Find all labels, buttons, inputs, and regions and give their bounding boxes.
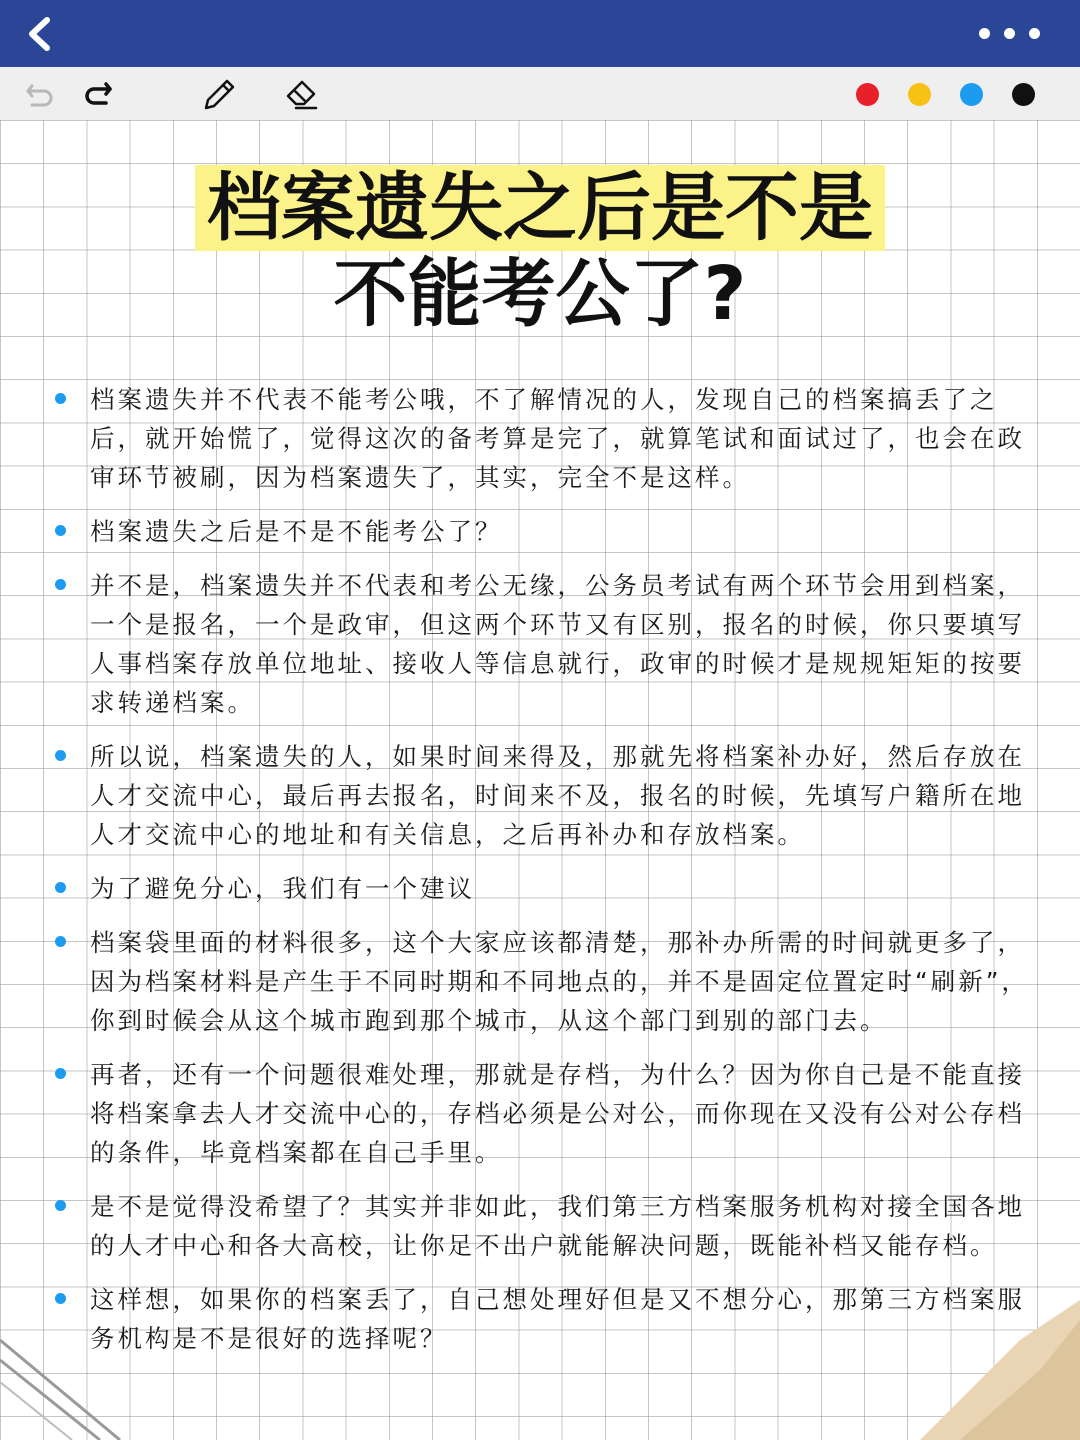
list-item: 档案遗失之后是不是不能考公了？ <box>90 512 1038 551</box>
bullet-list <box>90 380 1038 1373</box>
top-bar <box>0 0 1080 67</box>
eraser-icon[interactable] <box>284 76 320 112</box>
bullet-dot <box>55 750 66 761</box>
chevron-left-icon[interactable] <box>20 14 60 54</box>
undo-icon[interactable] <box>22 76 58 112</box>
list-item: 再者，还有一个问题很难处理，那就是存档，为什么？因为你自己是不能直接将档案拿去人才交流中心的，存档必须是公对公，而你现在又没有公对公存档的条件，毕竟档案都在自己手里。 <box>90 1055 1038 1172</box>
list-item: 档案遗失并不代表不能考公哦，不了解情况的人，发现自己的档案搞丢了之后，就开始慌了，觉得这次的备考算是完了，就算笔试和面试过了，也会在政审环节被刷，因为档案遗失了，其实，完全不是这样。 <box>90 380 1038 497</box>
pencil-icon[interactable] <box>200 76 236 112</box>
more-horizontal-icon[interactable] <box>979 28 1040 39</box>
title-line-1: 档案遗失之后是不是 <box>0 168 1080 248</box>
kraft-paper-decoration <box>900 1300 1080 1440</box>
color-swatch-yellow[interactable] <box>908 83 931 106</box>
list-item: 这样想，如果你的档案丢了，自己想处理好但是又不想分心，那第三方档案服务机构是不是很好的选择呢？ <box>90 1280 1038 1358</box>
bullet-dot <box>55 936 66 947</box>
list-item: 并不是，档案遗失并不代表和考公无缘，公务员考试有两个环节会用到档案，一个是报名，一个是政审，但这两个环节又有区别，报名的时候，你只要填写人事档案存放单位地址、接收人等信息就行，政审的时候才是规规矩矩的按要求转递档案。 <box>90 566 1038 722</box>
bullet-dot <box>55 393 66 404</box>
color-swatch-black[interactable] <box>1012 83 1035 106</box>
bullet-dot <box>55 525 66 536</box>
bullet-dot <box>55 1200 66 1211</box>
color-swatch-blue[interactable] <box>960 83 983 106</box>
list-item: 为了避免分心，我们有一个建议 <box>90 869 1038 908</box>
bullet-dot <box>55 579 66 590</box>
list-item: 档案袋里面的材料很多，这个大家应该都清楚，那补办所需的时间就更多了，因为档案材料是产生于不同时期和不同地点的，并不是固定位置定时“刷新”，你到时候会从这个城市跑到那个城市，从这个部门到别的部门去。 <box>90 923 1038 1040</box>
list-item: 是不是觉得没希望了？其实并非如此，我们第三方档案服务机构对接全国各地的人才中心和各大高校，让你足不出户就能解决问题，既能补档又能存档。 <box>90 1187 1038 1265</box>
list-item: 所以说，档案遗失的人，如果时间来得及，那就先将档案补办好，然后存放在人才交流中心，最后再去报名，时间来不及，报名的时候，先填写户籍所在地人才交流中心的地址和有关信息，之后再补办和存放档案。 <box>90 737 1038 854</box>
bullet-dot <box>55 1293 66 1304</box>
redo-icon[interactable] <box>80 76 116 112</box>
bullet-dot <box>55 882 66 893</box>
color-swatch-red[interactable] <box>856 83 879 106</box>
bullet-dot <box>55 1068 66 1079</box>
paperclip-decoration <box>0 1320 140 1440</box>
title-line-2: 不能考公了? <box>333 251 747 337</box>
